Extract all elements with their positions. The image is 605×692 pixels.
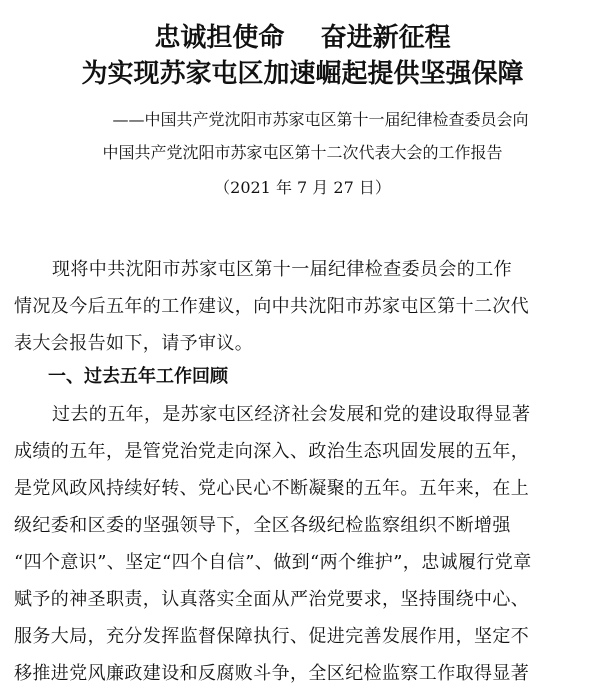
paragraph-line: 过去的五年，是苏家屯区经济社会发展和党的建设取得显著	[52, 404, 531, 425]
paragraph-line: 移推进党风廉政建设和反腐败斗争，全区纪检监察工作取得显著	[14, 663, 530, 684]
paragraph-line: 成绩的五年，是管党治党走向深入、政治生态巩固发展的五年，	[14, 441, 530, 462]
paragraph-line: 级纪委和区委的坚强领导下，全区各级纪检监察组织不断增强	[14, 515, 511, 536]
paragraph-line: 赋予的神圣职责，认真落实全面从严治党要求，坚持围绕中心、	[14, 589, 530, 610]
section-heading: 一、过去五年工作回顾	[48, 366, 228, 387]
title-line-1: 忠诚担使命 奋进新征程	[154, 23, 451, 53]
paragraph-line: 是党风政风持续好转、党心民心不断凝聚的五年。五年来，在上	[14, 478, 530, 499]
paragraph-line: 服务大局，充分发挥监督保障执行、促进完善发展作用，坚定不	[14, 626, 530, 647]
intro-line: 情况及今后五年的工作建议，向中共沈阳市苏家屯区第十二次代	[14, 296, 530, 317]
title-line-2: 为实现苏家屯区加速崛起提供坚强保障	[81, 59, 524, 89]
subtitle-line-1: ——中国共产党沈阳市苏家屯区第十一届纪律检查委员会向	[112, 110, 529, 129]
intro-paragraph	[14, 251, 594, 362]
section1-paragraph	[14, 396, 594, 692]
paragraph-line: “四个意识”、坚定“四个自信”、做到“两个维护”，忠诚履行党章	[14, 552, 532, 573]
intro-line: 表大会报告如下，请予审议。	[14, 333, 254, 354]
subtitle-line-2: 中国共产党沈阳市苏家屯区第十二次代表大会的工作报告	[102, 143, 503, 162]
report-date: （2021 年 7 月 27 日）	[214, 178, 391, 197]
intro-line: 现将中共沈阳市苏家屯区第十一届纪律检查委员会的工作	[52, 259, 512, 280]
